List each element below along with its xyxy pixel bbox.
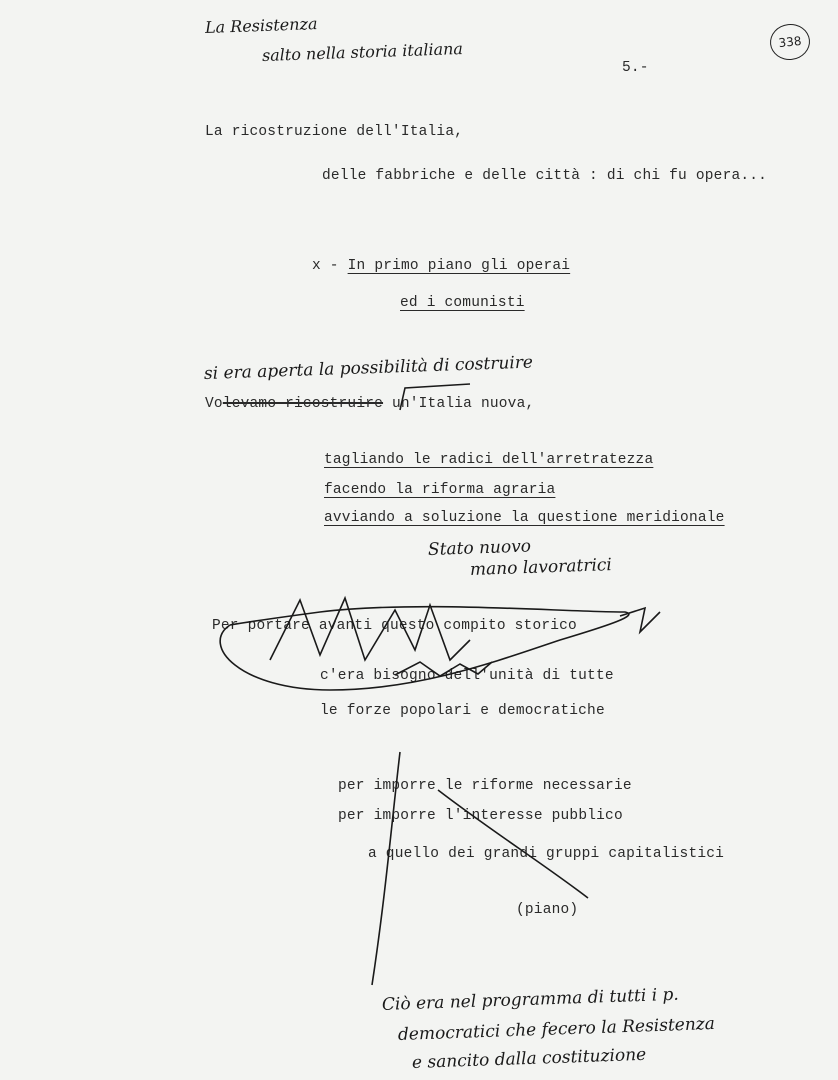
bullet-arretratezza: tagliando le radici dell'arretratezza [324, 452, 654, 468]
bullet-questione-meridionale: avviando a soluzione la questione meridionale [324, 510, 725, 526]
section-heading-line-1 [312, 258, 570, 274]
bullet-riforma-agraria: facendo la riforma agraria [324, 482, 556, 498]
kept-prefix: Vo [205, 396, 223, 412]
typed-line-fabbriche: delle fabbriche e delle città : di chi fu opera... [322, 168, 768, 184]
section-heading-line-2: ed i comunisti [400, 295, 525, 311]
handwritten-insertion: si era aperta la possibilità di costruire [203, 352, 534, 384]
handwritten-footer-line-1: Ciò era nel programma di tutti i p. [381, 984, 680, 1015]
archive-stamp [768, 22, 812, 62]
struck-text: levamo ricostruire [222, 396, 384, 412]
archive-stamp-number: 338 [777, 33, 803, 51]
heading-text-1: In primo piano gli operai [347, 258, 571, 274]
typed-line-italia-nuova [205, 396, 534, 412]
typed-line-bisogno: c'era bisogno dell'unità di tutte [320, 668, 614, 684]
typed-line-imporre-riforme: per imporre le riforme necessarie [338, 778, 632, 794]
italia-nuova-text: un'Italia nuova, [383, 396, 535, 412]
typed-line-imporre-interesse: per imporre l'interesse pubblico [338, 808, 623, 824]
handwritten-note-stato: Stato nuovo [427, 536, 532, 560]
typed-line-piano: (piano) [516, 902, 579, 918]
typed-line-portare: Per portare avanti questo compito storico [212, 618, 577, 634]
handwritten-footer-line-3: e sancito dalla costituzione [411, 1044, 647, 1073]
handwritten-footer-line-2: democratici che fecero la Resistenza [397, 1013, 716, 1045]
typed-line-gruppi: a quello dei grandi gruppi capitalistici [368, 846, 725, 862]
handwritten-header-line-1: La Resistenza [204, 14, 318, 37]
handwritten-note-mano: mano lavoratrici [469, 555, 613, 580]
typed-line-ricostruzione: La ricostruzione dell'Italia, [205, 124, 464, 140]
page-number: 5.- [622, 60, 649, 76]
handwritten-header-line-2: salto nella storia italiana [261, 38, 464, 65]
scribble-tail-stroke [620, 608, 660, 632]
typed-line-forze: le forze popolari e democratiche [320, 703, 605, 719]
heading-marker: x - [312, 258, 348, 274]
diagonal-cross-stroke [438, 790, 588, 898]
